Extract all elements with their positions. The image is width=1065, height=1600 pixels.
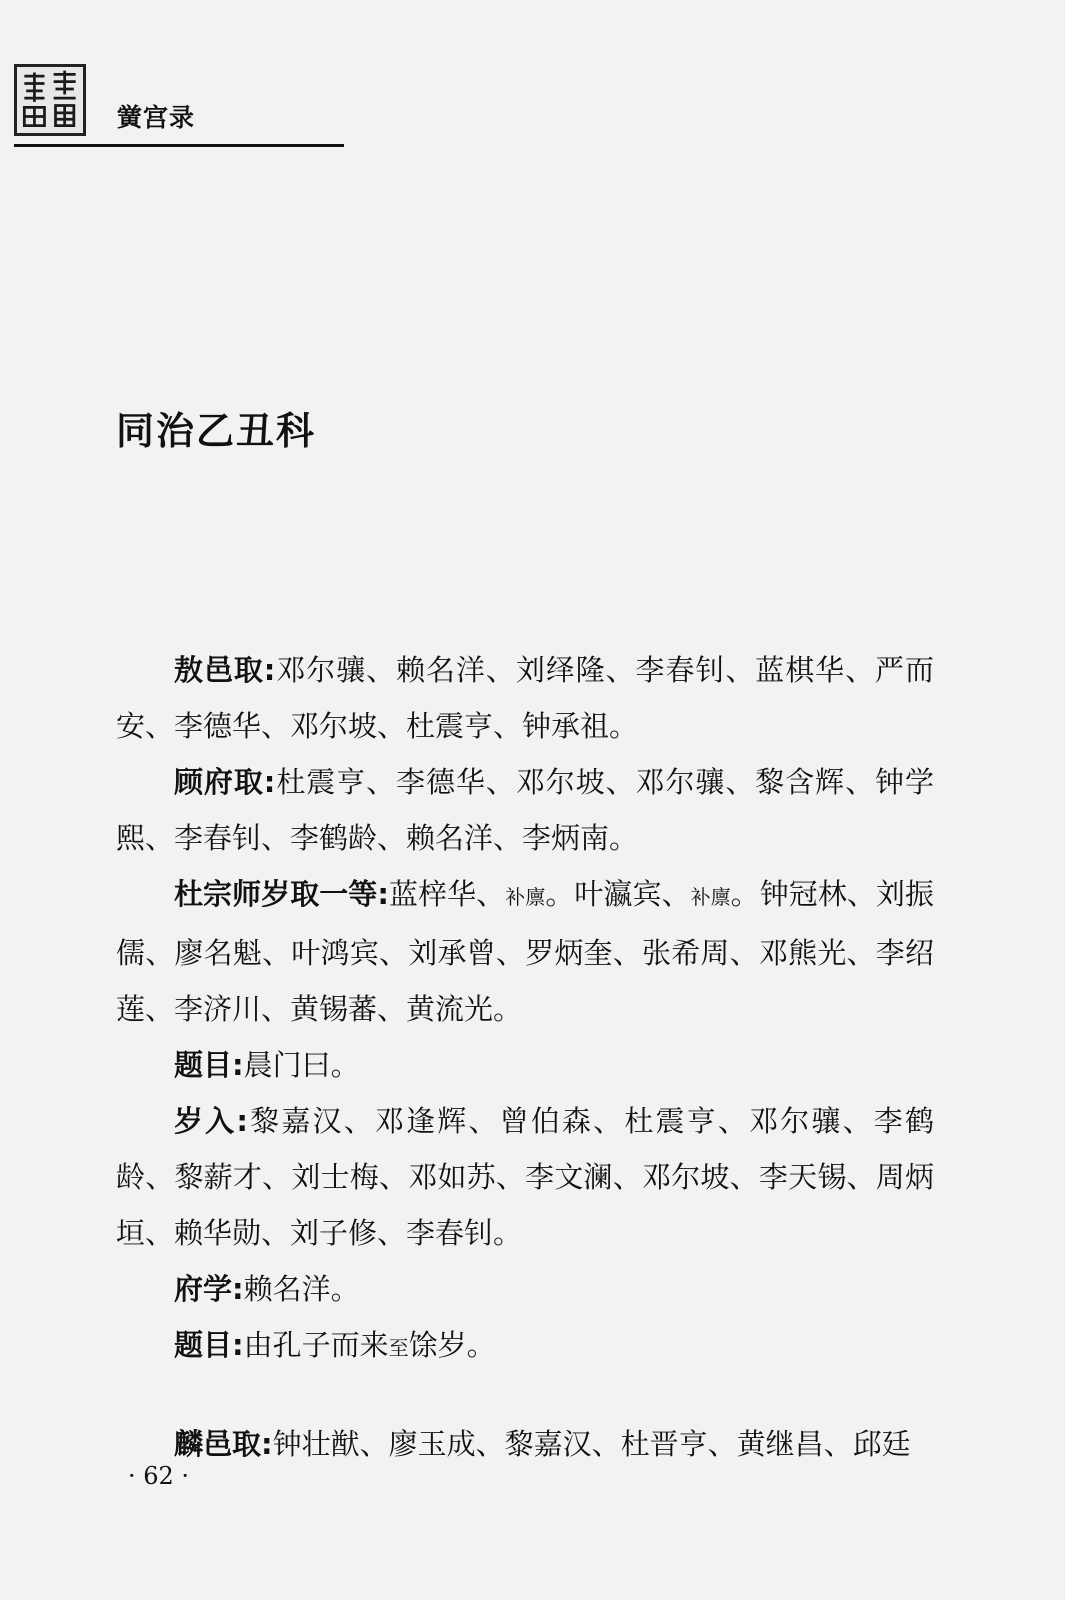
paragraph (116, 1037, 934, 1093)
paragraph (116, 1261, 934, 1317)
paragraph (116, 642, 934, 754)
paragraph-text: 黎嘉汉、邓逢辉、曾伯森、杜震亨、邓尔骧、李鹤龄、黎薪才、刘士梅、邓如苏、李文澜、邓尔坡、李天锡、周炳垣、赖华勋、刘子修、李春钊。 (116, 1104, 934, 1250)
paragraph-label: 题目: (174, 1328, 244, 1362)
annotation-note: 补廪 (505, 885, 546, 909)
paragraph-label: 府学: (174, 1272, 244, 1306)
paragraph-text: 。叶瀛宾、 (545, 877, 691, 911)
paragraph-text: 。钟冠林、刘振儒、廖名魁、叶鸿宾、刘承曾、罗炳奎、张希周、邓熊光、李绍莲、李济川、黄锡蕃、黄流光。 (116, 877, 934, 1026)
page-number: · 62 · (128, 1462, 190, 1490)
paragraph-text: 蓝梓华、 (388, 877, 506, 911)
seal-glyph-icon (17, 67, 83, 133)
paragraph-text: 赖名洋。 (243, 1272, 360, 1306)
paragraph-label: 杜宗师岁取一等: (174, 877, 389, 911)
section-title: 同治乙丑科 (116, 408, 317, 453)
paragraph-text: 钟壮猷、廖玉成、黎嘉汉、杜晋亨、黄继昌、邱廷 (272, 1427, 911, 1461)
paragraph-text: 由孔子而来 (243, 1328, 389, 1362)
paragraph-label: 题目: (174, 1048, 244, 1082)
paragraph (116, 1416, 934, 1472)
series-seal-logo (14, 64, 86, 136)
paragraph-text: 邓尔骧、赖名洋、刘绎隆、李春钊、蓝棋华、严而安、李德华、邓尔坡、杜震亨、钟承祖。 (116, 653, 934, 743)
paragraph-label: 敖邑取: (174, 653, 276, 687)
header-rule (14, 144, 344, 147)
paragraph (116, 754, 934, 866)
paragraph (116, 1093, 934, 1261)
paragraph (116, 866, 934, 1037)
paragraph-gap (116, 1376, 934, 1416)
paragraph-text: 杜震亨、李德华、邓尔坡、邓尔骧、黎含辉、钟学熙、李春钊、李鹤龄、赖名洋、李炳南。 (116, 765, 934, 855)
paragraph-text: 馀岁。 (408, 1328, 496, 1362)
paragraph (116, 1317, 934, 1376)
annotation-note: 至 (388, 1336, 409, 1360)
running-title: 黉宫录 (117, 103, 196, 132)
paragraph-text: 晨门曰。 (243, 1048, 360, 1082)
paragraph-label: 岁入: (174, 1104, 248, 1138)
body-text (116, 642, 934, 1472)
paragraph-label: 麟邑取: (174, 1427, 273, 1461)
annotation-note: 补廪 (690, 885, 731, 909)
running-header (14, 58, 344, 148)
paragraph-label: 顾府取: (174, 765, 276, 799)
